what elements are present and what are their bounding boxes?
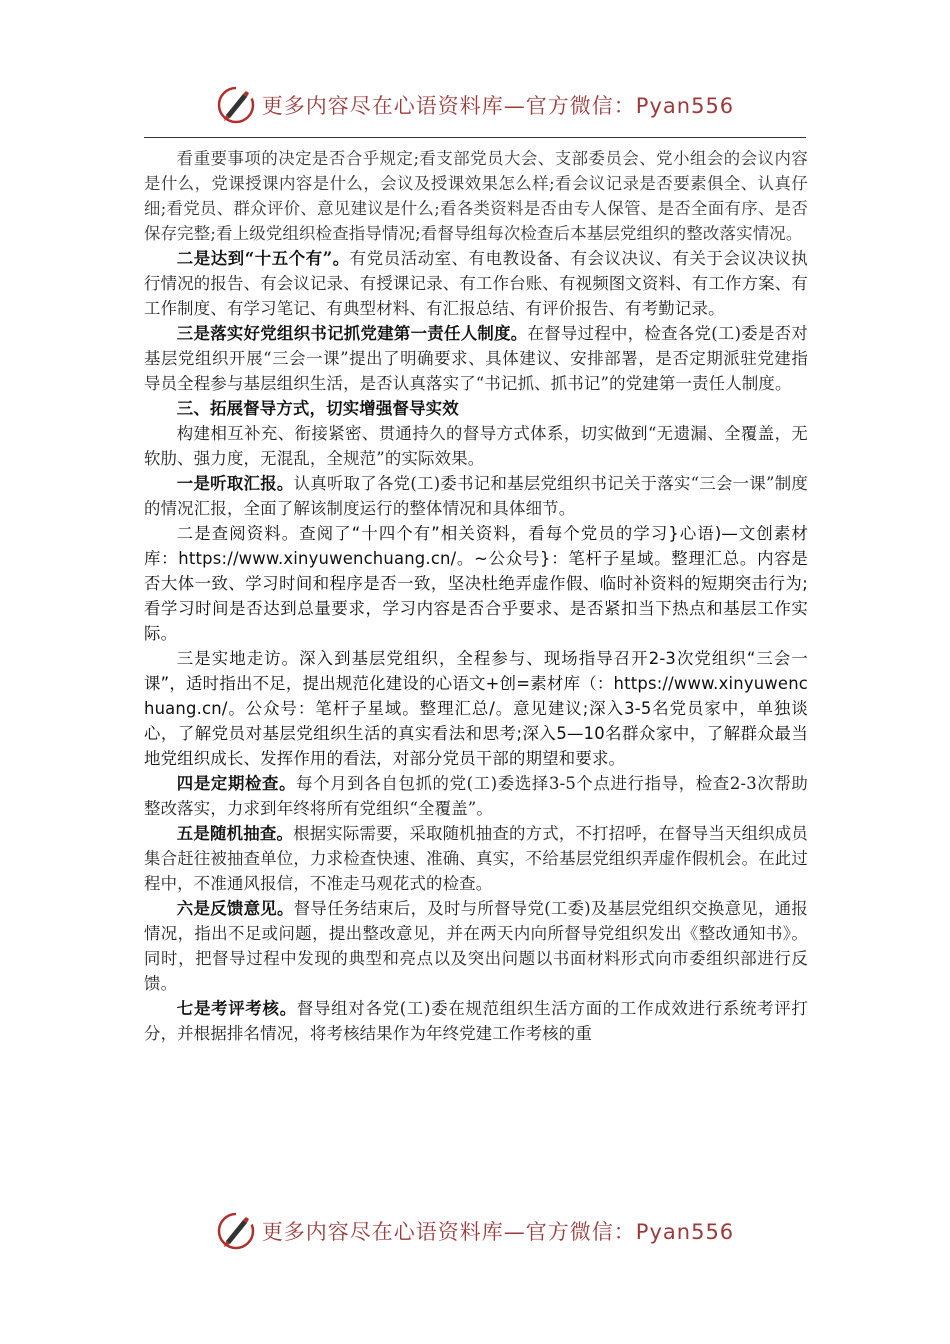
banner-text: 更多内容尽在心语资料库—官方微信：Pyan556 [261,1220,735,1244]
footer-banner [0,1206,950,1256]
paragraph: 构建相互补充、衔接紧密、贯通持久的督导方式体系，切实做到“无遗漏、全覆盖，无软肋、强力度，无混乱，全规范”的实际效果。 [144,424,808,468]
paragraph-lead: 一是听取汇报。 [176,474,294,493]
pen-brush-logo-icon [216,1211,256,1251]
paragraph: 四是定期检查。每个月到各自包抓的党(工)委选择3-5个点进行指导，检查2-3次帮助整改落实，力求到年终将所有党组织“全覆盖”。 [144,774,808,818]
paragraph-lead: 五是随机抽查。 [176,824,294,843]
paragraph: 六是反馈意见。督导任务结束后，及时与所督导党(工委)及基层党组织交换意见，通报情况，指出不足或问题，提出整改意见，并在两天内向所督导党组织发出《整改通知书》。同时，把督导过程中发现的典型和亮点以及突出问题以书面材料形式向市委组织部进行反馈。 [144,899,808,993]
paragraph: 三是实地走访。深入到基层党组织，全程参与、现场指导召开2-3次党组织“三会一课”，适时指出不足，提出规范化建设的心语文+创=素材库（：https://www.xinyuwenchuang.cn/。公众号：笔杆子星域。整理汇总/。意见建议;深入3-5名党员家中，单独谈心，了解党员对基层党组织生活的真实看法和思考;深入5—10名群众家中，了解群众最当地党组织成长、发挥作用的看法，对部分党员干部的期望和要求。 [144,649,808,768]
paragraph: 七是考评考核。督导组对各党(工)委在规范组织生活方面的工作成效进行系统考评打分，并根据排名情况，将考核结果作为年终党建工作考核的重 [144,999,808,1043]
section-heading: 三、拓展督导方式，切实增强督导实效 [176,399,459,418]
paragraph: 五是随机抽查。根据实际需要，采取随机抽查的方式，不打招呼，在督导当天组织成员集合赶往被抽查单位，力求检查快速、准确、真实，不给基层党组织弄虚作假机会。在此过程中，不准通风报信，不准走马观花式的检查。 [144,824,808,893]
header-banner [0,80,950,130]
paragraph: 二是达到“十五个有”。有党员活动室、有电教设备、有会议决议、有关于会议决议执行情况的报告、有会议记录、有授课记录、有工作台账、有视频图文资料、有工作方案、有工作制度、有学习笔记、有典型材料、有汇报总结、有评价报告、有考勤记录。 [144,249,808,318]
paragraph: 三是落实好党组织书记抓党建第一责任人制度。在督导过程中，检查各党(工)委是否对基层党组织开展“三会一课”提出了明确要求、具体建议、安排部署，是否定期派驻党建指导员全程参与基层组织生活，是否认真落实了“书记抓、抓书记”的党建第一责任人制度。 [144,324,808,393]
paragraph-lead: 四是定期检查。 [176,774,297,793]
paragraph-lead: 三是落实好党组织书记抓党建第一责任人制度。 [176,324,528,343]
pen-brush-logo-icon [216,85,256,125]
banner-text: 更多内容尽在心语资料库—官方微信：Pyan556 [261,94,735,118]
paragraph: 看重要事项的决定是否合乎规定;看支部党员大会、支部委员会、党小组会的会议内容是什么，党课授课内容是什么，会议及授课效果怎么样;看会议记录是否要素俱全、认真仔细;看党员、群众评价、意见建议是什么;看各类资料是否由专人保管、是否全面有序、是否保存完整;看上级党组织检查指导情况;看督导组每次检查后本基层党组织的整改落实情况。 [144,149,808,243]
paragraph-lead: 六是反馈意见。 [176,899,294,918]
document-body [144,146,808,1046]
paragraph: 一是听取汇报。认真听取了各党(工)委书记和基层党组织书记关于落实“三会一课”制度的情况汇报，全面了解该制度运行的整体情况和具体细节。 [144,474,808,518]
header-divider [144,137,806,138]
paragraph-lead: 二是达到“十五个有”。 [176,249,350,268]
paragraph: 二是查阅资料。查阅了“十四个有”相关资料，看每个党员的学习}心语)—文创素材库：https://www.xinyuwenchuang.cn/。~公众号}：笔杆子星域。整理汇总。内容是否大体一致、学习时间和程序是否一致，坚决杜绝弄虚作假、临时补资料的短期突击行为;看学习时间是否达到总量要求，学习内容是否合乎要求、是否紧扣当下热点和基层工作实际。 [144,524,808,643]
paragraph-lead: 七是考评考核。 [176,999,297,1018]
